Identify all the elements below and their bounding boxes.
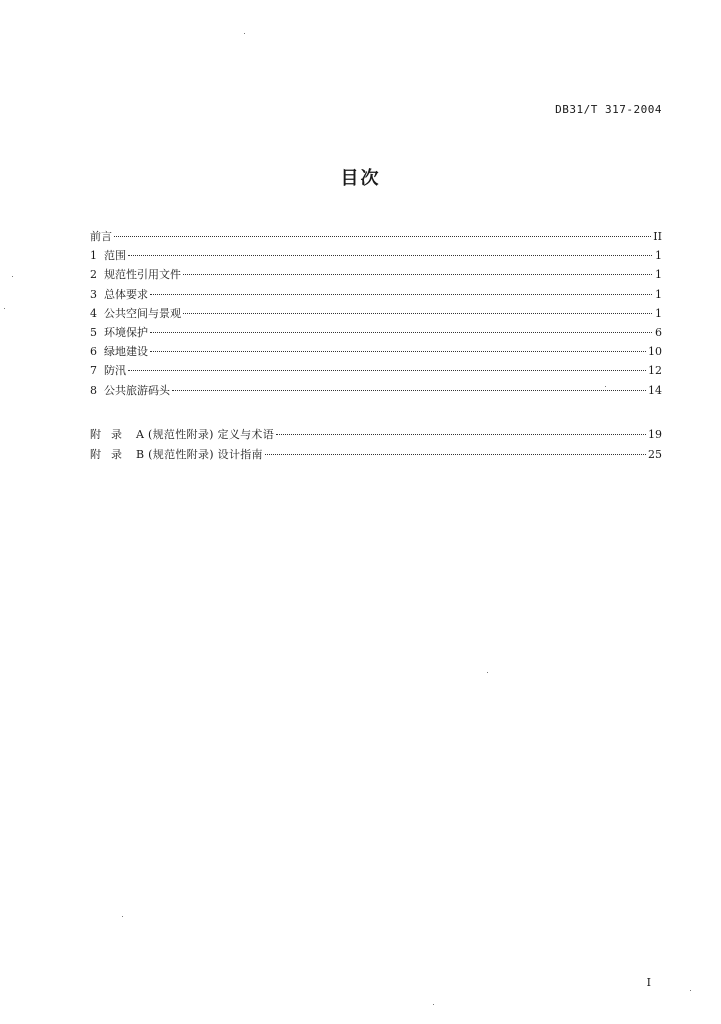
toc-entry-label: 环境保护: [104, 325, 148, 339]
toc-leader-dots: [128, 370, 646, 371]
annex-prefix: 附录: [90, 428, 132, 441]
toc-entry-5[interactable]: [90, 323, 662, 342]
toc-entry-label: 规范性引用文件: [104, 268, 181, 282]
toc-entry-page: 1: [655, 306, 662, 320]
toc-entry-label: A (规范性附录) 定义与术语: [136, 428, 275, 441]
toc-entry-page: 1: [655, 249, 662, 263]
standard-code: DB31/T 317-2004: [555, 103, 662, 116]
toc-title: 目次: [340, 168, 381, 189]
toc-entry-number: 2: [90, 268, 97, 282]
page-number: I: [646, 976, 651, 989]
toc-leader-dots: [150, 294, 652, 295]
toc-leader-dots: [172, 390, 646, 391]
toc-leader-dots: [276, 434, 646, 435]
toc-entry-label: 公共旅游码头: [104, 383, 170, 397]
annex-prefix: 附录: [90, 448, 132, 461]
scan-speck: [433, 1004, 434, 1005]
toc-leader-dots: [128, 255, 652, 256]
toc-leader-dots: [265, 454, 646, 455]
toc-entry-page: 6: [655, 325, 662, 339]
toc-entry-number: 8: [90, 383, 97, 397]
toc-entry-label: 防汛: [104, 364, 126, 378]
toc-entry-label: 绿地建设: [104, 345, 148, 359]
toc-entry-number: 5: [90, 325, 97, 339]
toc-entry-page: 1: [655, 287, 662, 301]
toc-entry-7[interactable]: [90, 361, 662, 380]
toc-entry-annex-a[interactable]: [90, 425, 662, 445]
scan-speck: [605, 386, 606, 387]
toc-entry-page: 19: [648, 428, 662, 441]
toc-entry-page: 1: [655, 268, 662, 282]
toc-entry-annex-b[interactable]: [90, 445, 662, 465]
toc-entry-label: 总体要求: [104, 287, 148, 301]
toc-leader-dots: [183, 274, 652, 275]
annex-list: [90, 425, 662, 465]
toc-leader-dots: [150, 351, 646, 352]
scan-speck: [4, 308, 5, 309]
toc-leader-dots: [150, 332, 652, 333]
scan-speck: [12, 276, 13, 277]
scan-speck: [487, 672, 488, 673]
toc-entry-6[interactable]: [90, 342, 662, 361]
toc-entry-number: 4: [90, 306, 97, 320]
toc-entry-number: 3: [90, 287, 97, 301]
toc-entry-number: 7: [90, 364, 97, 378]
scan-speck: [244, 33, 245, 34]
toc-entry-number: 6: [90, 345, 97, 359]
toc-entry-page: 14: [648, 383, 662, 397]
toc-entry-number: 1: [90, 249, 97, 263]
toc-leader-dots: [183, 313, 652, 314]
toc-entry-foreword[interactable]: [90, 227, 662, 246]
table-of-contents: [90, 227, 662, 400]
toc-entry-1[interactable]: [90, 246, 662, 265]
toc-entry-label: 前言: [90, 230, 112, 243]
toc-entry-8[interactable]: [90, 381, 662, 400]
toc-entry-3[interactable]: [90, 285, 662, 304]
toc-entry-page: 10: [648, 345, 662, 359]
toc-leader-dots: [114, 236, 651, 237]
toc-entry-label: 公共空间与景观: [104, 306, 181, 320]
toc-entry-label: B (规范性附录) 设计指南: [136, 448, 263, 461]
toc-entry-2[interactable]: [90, 265, 662, 284]
scan-speck: [690, 990, 691, 991]
toc-entry-page: 25: [648, 448, 662, 461]
toc-entry-page: 12: [648, 364, 662, 378]
toc-entry-page: II: [653, 230, 662, 243]
scan-speck: [122, 916, 123, 917]
toc-entry-4[interactable]: [90, 304, 662, 323]
toc-entry-label: 范围: [104, 249, 126, 263]
